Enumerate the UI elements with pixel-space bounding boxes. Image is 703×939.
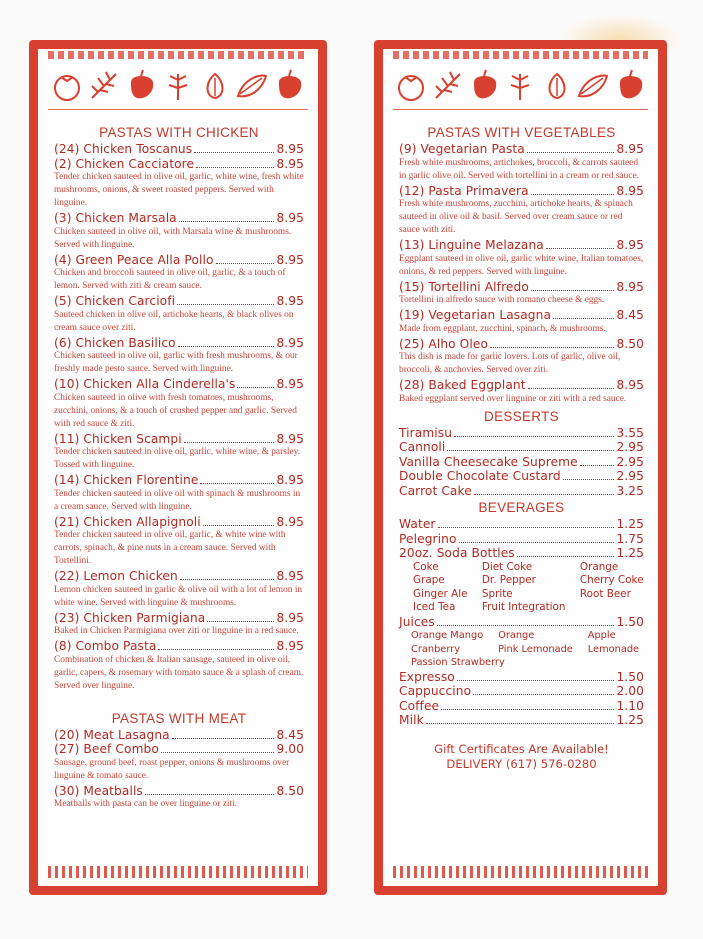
delivery-phone: DELIVERY (617) 576-0280 (446, 756, 597, 771)
menu-item (399, 142, 644, 183)
menu-item-description: Chicken and broccoli sauteed in olive oil, garlic, & a touch of lemon. Served with ziti & cream sauce. (54, 268, 286, 291)
dot-leader (158, 649, 274, 650)
menu-item-price: 3.25 (616, 483, 644, 498)
tomato-icon (49, 68, 85, 104)
menu-item-name: (24) Chicken Toscanus (54, 142, 193, 156)
menu-item-line (54, 336, 304, 351)
menu-item-description: Tender chicken sauteed in olive oil with spinach & mushrooms in a cream sauce. Served with linguine. (54, 488, 301, 512)
pepper-icon (612, 68, 648, 104)
dot-leader (203, 525, 275, 526)
menu-item-price: 8.95 (276, 156, 304, 171)
dot-leader (527, 152, 615, 153)
menu-item-name: Milk (399, 713, 424, 727)
soda-flavor (580, 601, 644, 615)
soda-flavor-grid (399, 561, 644, 615)
menu-item-line (399, 684, 644, 699)
menu-item-name: (2) Chicken Cacciatore (54, 156, 195, 171)
menu-item (399, 280, 644, 308)
menu-item-line (54, 294, 304, 309)
menu-item-line (54, 211, 304, 226)
menu-item-line (399, 546, 644, 561)
menu-item-price: 8.95 (276, 473, 304, 487)
menu-item-price: 1.75 (616, 531, 644, 546)
menu-item-line (54, 157, 304, 172)
menu-item-price: 8.95 (276, 294, 304, 308)
soda-flavor: Ginger Ale (413, 587, 468, 600)
menu-item-name: (23) Chicken Parmigiana (54, 610, 206, 625)
menu-item-name: (10) Chicken Alla Cinderella's (54, 377, 236, 391)
menu-item-description: Fresh white mushrooms, artichokes, broccoli, & carrots sauteed in garlic olive oil. Served with tortellini in a cream or red sauce. (399, 157, 640, 181)
menu-item-line (399, 378, 644, 393)
menu-item-name: (5) Chicken Carciofi (54, 294, 176, 308)
menu-item (399, 238, 644, 279)
section-title-beverages: BEVERAGES (478, 500, 565, 515)
menu-item (54, 157, 304, 211)
menu-item (54, 611, 304, 639)
menu-item (399, 546, 644, 561)
menu-item (399, 378, 644, 406)
menu-item-line (54, 742, 304, 757)
menu-item-name: Expresso (399, 669, 455, 684)
menu-item-price: 8.45 (616, 308, 644, 322)
menu-item-line (399, 280, 644, 295)
menu-item-line (399, 142, 644, 157)
basil-leaf-icon (575, 68, 611, 104)
menu-item-line (399, 699, 644, 714)
dot-leader (180, 579, 275, 580)
menu-item-line (54, 784, 304, 799)
menu-item-price: 8.95 (616, 142, 644, 156)
chicken-pasta-list (54, 142, 304, 693)
garlic-icon (539, 68, 575, 104)
menu-item-name: (30) Meatballs (54, 783, 143, 798)
menu-item (54, 294, 304, 335)
soda-flavor: Cherry Coke (579, 574, 644, 586)
menu-item-price: 1.25 (616, 713, 644, 727)
menu-item-description: Lemon chicken sauteed in garlic & olive oil with a lot of lemon in white wine. Served with linguine & mushrooms. (54, 584, 303, 608)
dot-leader (528, 388, 615, 389)
menu-item-name: Coffee (399, 698, 440, 713)
menu-item-line (399, 484, 644, 499)
menu-item-line (399, 713, 644, 728)
menu-item-line (399, 184, 644, 199)
menu-item-line (54, 611, 304, 626)
dot-leader (546, 248, 615, 249)
menu-item-name: (27) Beef Combo (54, 742, 159, 756)
herb-sprig-icon (160, 68, 196, 104)
menu-item-price: 8.45 (276, 727, 304, 742)
menu-item-line (54, 728, 304, 743)
menu-item-description: Tender chicken sauteed in olive oil, garlic, white wine, fresh white mushrooms, onions, & sweet roasted peppers. Served with linguine. (54, 172, 304, 208)
menu-item-line (399, 469, 644, 484)
menu-item-name: (9) Vegetarian Pasta (399, 142, 525, 156)
dot-leader (194, 152, 274, 153)
menu-item (54, 432, 304, 473)
dot-leader (490, 347, 614, 348)
menu-item-name: 20oz. Soda Bottles (399, 546, 515, 560)
menu-item-line (399, 308, 644, 323)
dot-leader (441, 709, 614, 710)
menu-item (399, 440, 644, 455)
dot-leader (438, 527, 615, 528)
menu-item-name: (19) Vegetarian Lasagna (399, 308, 552, 322)
menu-item (399, 684, 644, 699)
menu-item (399, 699, 644, 714)
menu-item-name: Tiramisu (399, 425, 453, 440)
herb-leaf-icon (86, 68, 122, 104)
menu-item-price: 1.50 (616, 614, 644, 629)
soda-flavor: Fruit Integration (481, 601, 566, 613)
dot-leader (200, 483, 274, 484)
menu-item (54, 515, 304, 569)
menu-item (54, 336, 304, 377)
menu-item-price: 1.50 (616, 669, 644, 684)
menu-item-price: 2.95 (616, 454, 644, 469)
menu-item (399, 469, 644, 484)
juice-flavor: Lemonade (587, 643, 640, 655)
decorative-vegetable-row (393, 63, 648, 110)
menu-item-price: 1.25 (616, 546, 644, 560)
menu-item-price: 8.95 (276, 377, 304, 391)
border-ornament-top (393, 51, 648, 59)
herb-leaf-icon (430, 68, 466, 104)
menu-item-price: 2.00 (616, 684, 644, 698)
dot-leader (474, 494, 615, 495)
menu-panel-left (29, 40, 327, 895)
soda-flavor: Root Beer (579, 587, 631, 600)
dot-leader (177, 304, 274, 305)
border-ornament-top (48, 51, 308, 59)
dot-leader (457, 680, 615, 681)
juice-extra-flavor (399, 656, 644, 670)
menu-item-price: 8.95 (276, 639, 304, 653)
menu-item-name: (15) Tortellini Alfredo (399, 279, 529, 294)
menu-item-line (54, 569, 304, 584)
dot-leader (196, 167, 274, 168)
soda-flavor: Grape (413, 574, 445, 586)
juice-flavor: Apple (587, 630, 616, 641)
section-title-chicken: PASTAS WITH CHICKEN (99, 125, 259, 140)
menu-footer (399, 742, 644, 772)
menu-item-price: 8.95 (276, 431, 304, 446)
menu-item (54, 473, 304, 514)
dot-leader (184, 442, 275, 443)
menu-item (399, 426, 644, 441)
menu-item (54, 211, 304, 252)
section-title-desserts: DESSERTS (484, 408, 559, 424)
dot-leader (531, 194, 615, 195)
gift-certificates-notice: Gift Certificates Are Available! (434, 741, 609, 756)
menu-item-description: Chicken sauteed in olive oil, garlic with fresh mushrooms, & our freshly made pesto sauce. Served with linguine. (54, 351, 298, 374)
menu-item-description: Chicken sauteed in olive oil, with Marsala wine & mushrooms. Served with linguine. (54, 226, 292, 250)
menu-item (54, 639, 304, 693)
menu-item-description: Tender chicken sauteed in olive oil, garlic, white wine, & parsley. Tossed with linguine. (54, 447, 301, 470)
menu-item-line (399, 455, 644, 470)
dot-leader (178, 346, 275, 347)
menu-item-name: (4) Green Peace Alla Pollo (54, 252, 214, 267)
left-menu-content (54, 125, 304, 812)
menu-item-description: Sauteed chicken in olive oil, artichoke hearts, & black olives on cream sauce over ziti. (54, 309, 294, 333)
menu-item-line (399, 238, 644, 253)
dot-leader (454, 436, 614, 437)
menu-item-name: (12) Pasta Primavera (399, 183, 529, 198)
menu-item-price: 8.95 (276, 142, 304, 156)
menu-item-name: Pelegrino (399, 531, 457, 546)
menu-item-name: (22) Lemon Chicken (54, 569, 178, 583)
menu-item-line (54, 473, 304, 488)
menu-item (54, 742, 304, 783)
menu-item-price: 8.95 (276, 252, 304, 267)
menu-item (399, 455, 644, 470)
dot-leader (473, 694, 614, 695)
menu-item (399, 670, 644, 685)
soda-flavor: Dr. Pepper (481, 574, 536, 586)
dot-leader (580, 465, 615, 466)
menu-item-description: Chicken sauteed in olive with fresh tomatoes, mushrooms, zucchini, onions, & a touch of crushed pepper and garlic. Served with red sauce & ziti. (54, 392, 297, 429)
dot-leader (179, 221, 275, 222)
juice-line (399, 615, 644, 630)
menu-item-line (54, 377, 304, 392)
menu-item-line (54, 515, 304, 530)
menu-item-name: Double Chocolate Custard (399, 469, 561, 483)
menu-panel-right (374, 40, 667, 895)
menu-item-name: Juices (399, 614, 435, 629)
menu-item (54, 377, 304, 431)
menu-item (54, 784, 304, 812)
menu-item-description: Made from eggplant, zucchini, spinach, & mushrooms. (399, 323, 606, 334)
dot-leader (237, 387, 274, 388)
juice-flavor: Pink Lemonade (498, 643, 573, 655)
menu-item (399, 532, 644, 547)
menu-item-name: Cappuccino (399, 684, 472, 698)
menu-item-price: 8.95 (616, 279, 644, 294)
menu-item (399, 713, 644, 728)
menu-item-description: Sausage, ground beef, roast pepper, onions & mushrooms over linguine & tomato sauce. (54, 757, 290, 781)
beverage-list (399, 517, 644, 561)
menu-item-price: 1.25 (616, 517, 644, 531)
menu-item (399, 184, 644, 238)
basil-leaf-icon (234, 68, 270, 104)
menu-item-description: Baked eggplant served over linguine or ziti with a red sauce. (399, 393, 627, 404)
dot-leader (517, 556, 615, 557)
menu-item-line (54, 432, 304, 447)
menu-item-price: 8.95 (276, 514, 304, 529)
menu-item-name: (8) Combo Pasta (54, 639, 157, 653)
tomato-icon (393, 68, 429, 104)
menu-item-description: Baked in Chicken Parmigiana over ziti or linguine in a red sauce. (54, 626, 299, 636)
hot-drinks-list (399, 670, 644, 728)
juice-flavor: Passion Strawberry (411, 657, 505, 668)
menu-item-name: (3) Chicken Marsala (54, 211, 177, 225)
menu-item-line (399, 440, 644, 455)
menu-item (399, 484, 644, 499)
right-menu-content (399, 125, 644, 772)
soda-flavor: Iced Tea (413, 601, 456, 613)
dessert-list (399, 426, 644, 499)
pepper-icon (123, 68, 159, 104)
menu-item-line (399, 670, 644, 685)
menu-item-name: (28) Baked Eggplant (399, 378, 526, 392)
dot-leader (563, 479, 615, 480)
menu-item (399, 337, 644, 378)
menu-item-price: 8.95 (616, 238, 644, 252)
menu-item-description: Tender chicken sauteed in olive oil, garlic, & white wine with carrots, spinach, & pine nuts in a cream sauce. Served with Tortellini. (54, 530, 286, 566)
menu-item-price: 8.95 (276, 211, 304, 225)
menu-item-description: Eggplant sauteed in olive oil, garlic white wine, Italian tomatoes, onions, & red peppers. Served with linguine. (399, 253, 644, 277)
menu-item-line (399, 615, 644, 630)
menu-item-price: 8.95 (276, 569, 304, 583)
herb-sprig-icon (502, 68, 538, 104)
menu-item-price: 8.50 (276, 783, 304, 798)
menu-item-name: (21) Chicken Allapignoli (54, 514, 201, 529)
dot-leader (531, 290, 615, 291)
menu-item-description: This dish is made for garlic lovers. Lots of garlic, olive oil, broccoli, & anchovies. Served over ziti. (399, 352, 621, 375)
menu-item-name: Cannoli (399, 440, 446, 454)
menu-item-name: (25) Alho Oleo (399, 336, 489, 351)
dot-leader (172, 738, 275, 739)
juice-flavor: Orange (498, 630, 535, 641)
menu-item-name: (20) Meat Lasagna (54, 727, 170, 742)
menu-item-name: (14) Chicken Florentine (54, 473, 199, 487)
menu-item-price: 2.95 (616, 440, 644, 454)
dot-leader (447, 450, 614, 451)
menu-item-line (54, 142, 304, 157)
dot-leader (459, 542, 615, 543)
dot-leader (145, 794, 275, 795)
juice-flavor-grid (399, 629, 644, 656)
dot-leader (553, 318, 614, 319)
menu-item (54, 253, 304, 294)
menu-item-price: 9.00 (276, 742, 304, 756)
menu-item-name: (11) Chicken Scampi (54, 431, 182, 446)
section-title-vegetables: PASTAS WITH VEGETABLES (427, 125, 616, 140)
menu-item-line (399, 337, 644, 352)
menu-item-price: 3.55 (616, 425, 644, 440)
dot-leader (161, 752, 275, 753)
menu-item (54, 569, 304, 610)
menu-item-name: (6) Chicken Basilico (54, 335, 176, 350)
menu-item-description: Combination of chicken & Italian sausage, sauteed in olive oil, garlic, capers, & rosemary with tomato sauce & a splash of cream. Served over linguine. (54, 654, 304, 691)
meat-pasta-list (54, 728, 304, 812)
dot-leader (437, 625, 615, 626)
vegetable-pasta-list (399, 142, 644, 406)
border-ornament-bottom (48, 866, 308, 878)
menu-item-name: (13) Linguine Melazana (399, 238, 544, 252)
soda-flavor: Sprite (481, 587, 513, 600)
menu-item-line (54, 253, 304, 268)
menu-item-name: Vanilla Cheesecake Supreme (399, 454, 578, 469)
menu-item-line (54, 639, 304, 654)
menu-item-price: 8.95 (276, 610, 304, 625)
menu-item-price: 8.95 (276, 335, 304, 350)
juice-flavor: Orange Mango (411, 630, 484, 641)
dot-leader (207, 621, 274, 622)
menu-item-description: Tortellini in alfredo sauce with romano cheese & eggs. (399, 295, 605, 305)
menu-item-line (399, 532, 644, 547)
menu-item-price: 2.95 (616, 469, 644, 483)
menu-item-name: Water (399, 517, 436, 531)
juice-flavor: Cranberry (411, 643, 461, 655)
menu-item-price: 1.10 (616, 698, 644, 713)
section-title-meat: PASTAS WITH MEAT (111, 710, 247, 726)
dot-leader (426, 723, 615, 724)
menu-item-name: Carrot Cake (399, 483, 472, 498)
menu-item-description: Fresh white mushrooms, zucchini, artichoke hearts, & spinach sauteed in olive oil & basil. Served over cream sauce or red sauce with ziti. (399, 199, 633, 235)
menu-item-line (399, 517, 644, 532)
soda-flavor: Diet Coke (481, 560, 533, 573)
soda-flavor: Coke (413, 560, 439, 573)
menu-item-price: 8.95 (616, 378, 644, 392)
soda-flavor: Orange (579, 560, 619, 573)
menu-item-price: 8.50 (616, 336, 644, 351)
menu-item-price: 8.95 (616, 183, 644, 198)
garlic-icon (197, 68, 233, 104)
pepper-icon (466, 68, 502, 104)
pepper-icon (271, 68, 307, 104)
dot-leader (216, 263, 275, 264)
menu-item-description: Meatballs with pasta can be over linguine or ziti. (54, 799, 238, 809)
decorative-vegetable-row (48, 63, 308, 110)
border-ornament-bottom (393, 866, 648, 878)
menu-item-line (399, 426, 644, 441)
menu-item (399, 308, 644, 336)
menu-item (54, 142, 304, 157)
menu-item (54, 728, 304, 743)
menu-item (399, 517, 644, 532)
